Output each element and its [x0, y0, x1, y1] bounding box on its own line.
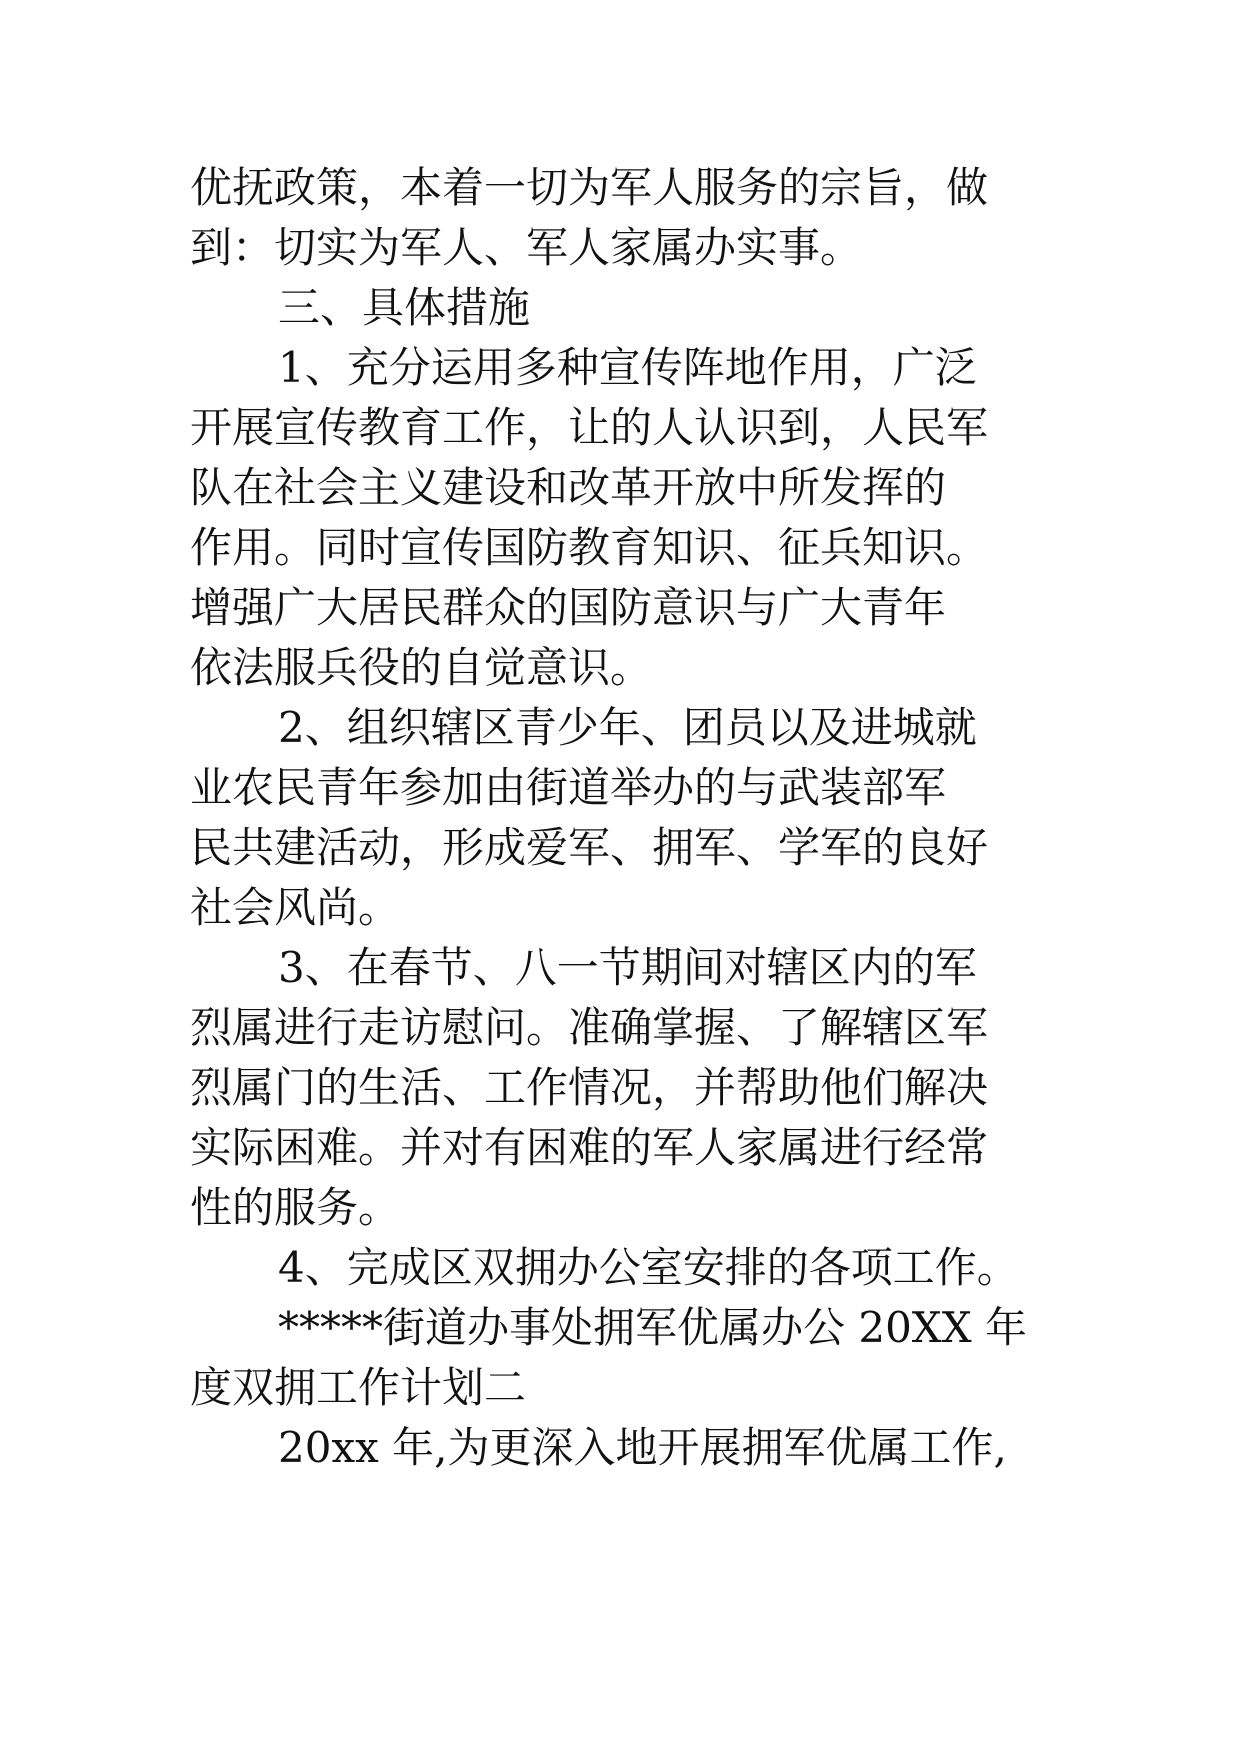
- text-line: 业农民青年参加由街道举办的与武装部军: [190, 763, 947, 812]
- text-line: *****街道办事处拥军优属办公 20XX 年: [278, 1303, 1027, 1352]
- text-line: 20xx 年,为更深入地开展拥军优属工作,: [278, 1423, 1007, 1472]
- text-line: 2、组织辖区青少年、团员以及进城就: [278, 703, 977, 752]
- text-line: 烈属门的生活、工作情况，并帮助他们解决: [190, 1063, 989, 1112]
- text-line: 优抚政策，本着一切为军人服务的宗旨，做: [190, 163, 989, 212]
- text-line: 民共建活动，形成爱军、拥军、学军的良好: [190, 823, 989, 872]
- text-line: 社会风尚。: [190, 883, 401, 932]
- text-line: 3、在春节、八一节期间对辖区内的军: [278, 943, 977, 992]
- text-line: 4、完成区双拥办公室安排的各项工作。: [278, 1243, 1019, 1292]
- text-line: 性的服务。: [190, 1183, 401, 1232]
- section-heading: 三、具体措施: [278, 283, 531, 332]
- text-line: 度双拥工作计划二: [190, 1363, 527, 1412]
- text-line: 烈属进行走访慰问。准确掌握、了解辖区军: [190, 1003, 989, 1052]
- text-line: 增强广大居民群众的国防意识与广大青年: [190, 583, 947, 632]
- text-line: 到：切实为军人、军人家属办实事。: [190, 223, 863, 272]
- text-line: 依法服兵役的自觉意识。: [190, 643, 653, 692]
- text-line: 开展宣传教育工作，让的人认识到，人民军: [190, 403, 989, 452]
- text-line: 作用。同时宣传国防教育知识、征兵知识。: [190, 523, 989, 572]
- text-line: 队在社会主义建设和改革开放中所发挥的: [190, 463, 947, 512]
- text-line: 实际困难。并对有困难的军人家属进行经常: [190, 1123, 989, 1172]
- text-line: 1、充分运用多种宣传阵地作用，广泛: [278, 343, 977, 392]
